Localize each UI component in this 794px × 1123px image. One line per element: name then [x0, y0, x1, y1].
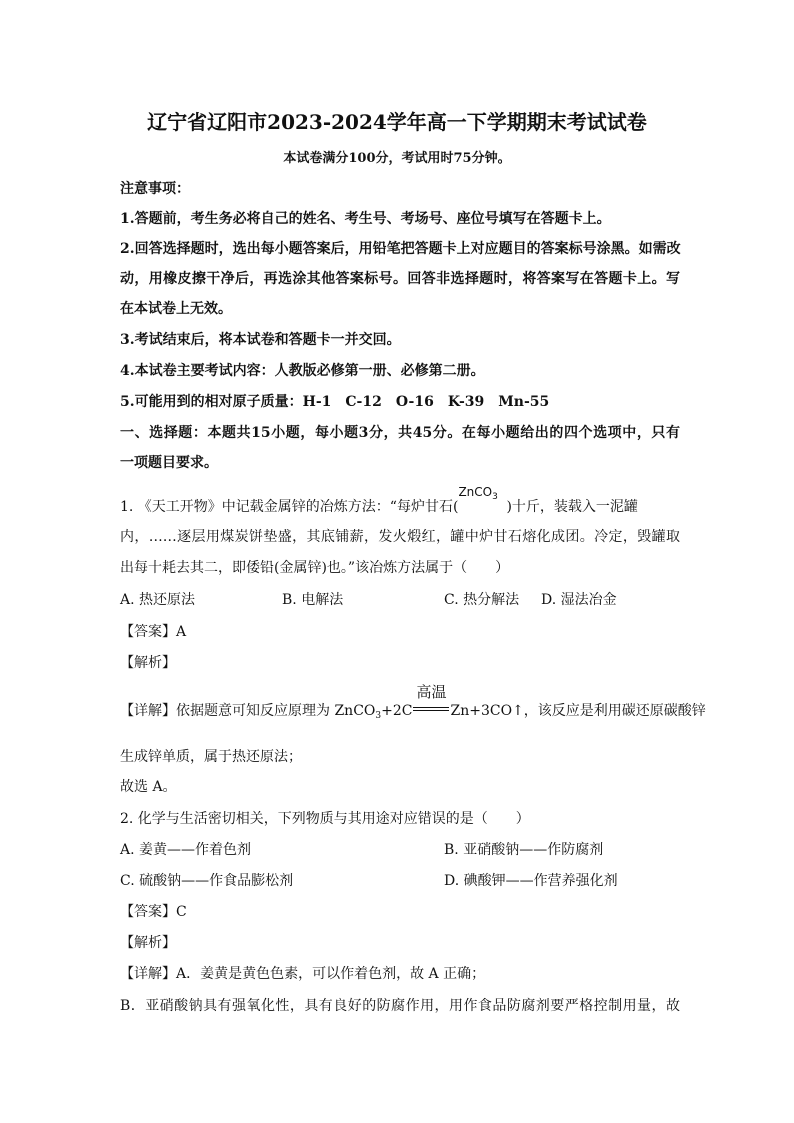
notice-heading: 注意事项： — [120, 181, 190, 197]
q1-answer: 【答案】A — [120, 624, 187, 640]
q2-option-a: A. 姜黄——作着色剂 — [120, 842, 252, 858]
q1-formula-sub: 3 — [492, 492, 498, 502]
q2-analysis-label: 【解析】 — [120, 935, 176, 951]
q1-detail-mid: +2C — [381, 703, 413, 719]
q1-detail-pre: 【详解】依据题意可知反应原理为 ZnCO — [120, 703, 376, 719]
notice-item-2-line-3: 在本试卷上无效。 — [120, 301, 232, 317]
q1-option-b: B. 电解法 — [282, 592, 344, 608]
q2-answer: 【答案】C — [120, 904, 187, 920]
q2-option-d: D. 碘酸钾——作营养强化剂 — [444, 873, 618, 889]
q1-detail-line-2: 生成锌单质，属于热还原法； — [120, 749, 302, 765]
q1-option-c: C. 热分解法 — [444, 592, 520, 608]
q1-option-a: A. 热还原法 — [120, 592, 196, 608]
reaction-condition-arrow — [412, 683, 450, 717]
page-title: 辽宁省辽阳市2023-2024学年高一下学期期末考试试卷 — [147, 110, 647, 134]
q2-detail-a: 【详解】A．姜黄是黄色色素，可以作着色剂，故 A 正确； — [120, 966, 486, 982]
notice-item-3: 3.考试结束后，将本试卷和答题卡一并交回。 — [120, 332, 401, 348]
notice-item-5: 5.可能用到的相对原子质量：H-1 C-12 O-16 K-39 Mn-55 — [120, 394, 550, 410]
q2-stem: 2. 化学与生活密切相关，下列物质与其用途对应错误的是（ ） — [120, 811, 530, 827]
notice-item-2-line-2: 动，用橡皮擦干净后，再选涂其他答案标号。回答非选择题时，将答案写在答题卡上。写 — [120, 271, 680, 287]
q1-stem-line-2: 内，……逐层用煤炭饼垫盛，其底铺薪，发火煅红，罐中炉甘石熔化成团。冷定，毁罐取 — [120, 529, 680, 545]
q1-analysis-label: 【解析】 — [120, 655, 176, 671]
q1-stem-line-3: 出每十耗去其二，即倭铅(金属锌)也。”该冶炼方法属于（ ） — [120, 560, 510, 576]
q2-option-c: C. 硫酸钠——作食品膨松剂 — [120, 873, 294, 889]
q1-stem-line-1 — [120, 485, 680, 515]
q1-stem-post: )十斤，装载入一泥罐 — [506, 499, 638, 515]
reaction-condition: 高温 — [416, 683, 447, 701]
q1-detail-post: Zn+3CO↑，该反应是利用碳还原碳酸锌 — [450, 703, 706, 719]
q1-stem-pre: 1. 《天工开物》中记载金属锌的冶炼方法：“每炉甘石( — [120, 499, 459, 515]
notice-item-2-line-1: 2.回答选择题时，选出每小题答案后，用铅笔把答题卡上对应题目的答案标号涂黑。如需改 — [120, 241, 681, 257]
q1-option-d: D. 湿法冶金 — [541, 592, 617, 608]
q1-detail-line-1 — [120, 683, 706, 721]
q1-detail-sub: 3 — [375, 711, 382, 721]
section-1-heading-line-2: 一项题目要求。 — [120, 455, 218, 471]
exam-info: 本试卷满分100分，考试用时75分钟。 — [283, 151, 511, 166]
notice-item-4: 4.本试卷主要考试内容：人教版必修第一册、必修第二册。 — [120, 363, 485, 379]
q2-option-b: B. 亚硝酸钠——作防腐剂 — [444, 842, 604, 858]
q1-conclusion: 故选 A。 — [120, 779, 177, 795]
q1-formula — [458, 485, 506, 511]
q1-formula-main: ZnCO — [458, 485, 493, 499]
section-1-heading-line-1: 一、选择题：本题共15小题，每小题3分，共45分。在每小题给出的四个选项中，只有 — [120, 425, 680, 441]
notice-item-1: 1.答题前，考生务必将自己的姓名、考生号、考场号、座位号填写在答题卡上。 — [120, 211, 611, 227]
q2-detail-b: B．亚硝酸钠具有强氧化性，具有良好的防腐作用，用作食品防腐剂要严格控制用量，故 — [120, 998, 680, 1014]
